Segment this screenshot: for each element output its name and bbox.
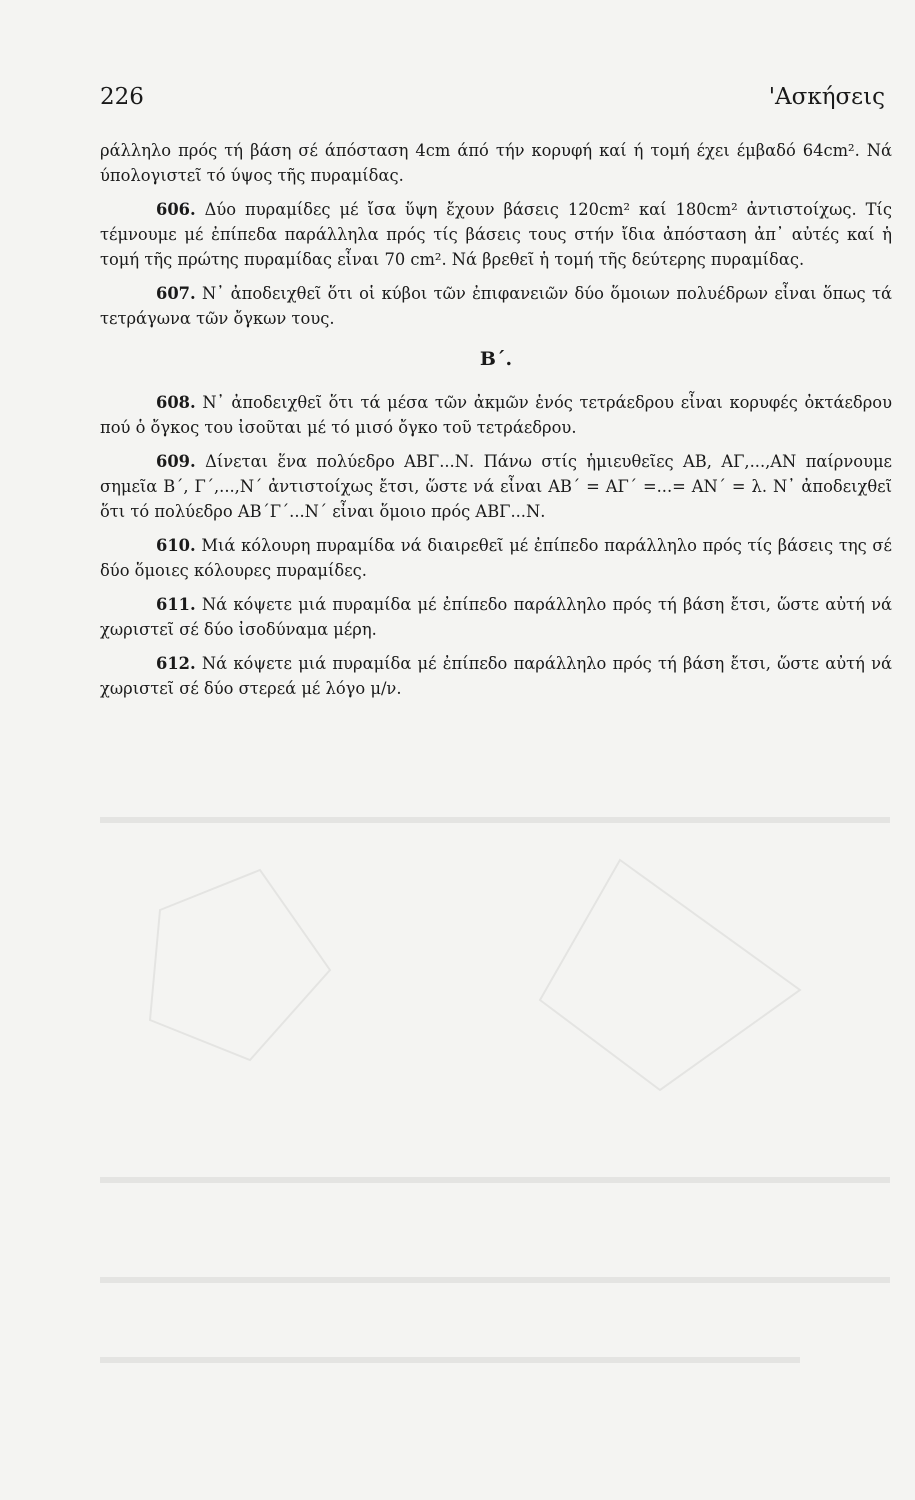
- page-header: [100, 84, 885, 110]
- exercise-606: [100, 197, 892, 272]
- continuation-paragraph: ράλληλο πρός τή βάση σέ άπόσταση 4cm άπό τήν κορυφή καί ή τομή έχει έμβαδό 64cm². Νά ύπολογιστεῖ τό ύψος τῆς πυραμίδας.: [100, 141, 892, 185]
- exercise-611: [100, 592, 892, 642]
- page-body: [100, 138, 892, 710]
- page-number: 226: [100, 84, 144, 110]
- exercise-text: Ν᾿ ἀποδειχθεῖ ὅτι τά μέσα τῶν ἀκμῶν ἑνός τετράεδρου εἶναι κορυφές ὀκτάεδρου πού ὁ ὄγκος του ἰσοῦται μέ τό μισό ὄγκο τοῦ τετράεδρου.: [100, 393, 892, 437]
- exercise-607: [100, 281, 892, 331]
- exercise-number: 612.: [156, 654, 196, 673]
- exercise-number: 606.: [156, 200, 196, 219]
- exercise-text: Νά κόψετε μιά πυραμίδα μέ ἐπίπεδο παράλληλο πρός τή βάση ἔτσι, ὥστε αὐτή νά χωριστεῖ σέ δύο ἰσοδύναμα μέρη.: [100, 595, 892, 639]
- running-title: 'Ασκήσεις: [768, 84, 885, 110]
- exercise-text: Δύο πυραμίδες μέ ἴσα ὕψη ἔχουν βάσεις 120cm² καί 180cm² ἀντιστοίχως. Τίς τέμνουμε μέ ἐπίπεδα παράλληλα πρός τίς βάσεις τους στήν ἴδια ἀπόσταση ἀπ᾿ αὐτές καί ἡ τομή τῆς πρώτης πυραμίδας εἶναι 70 cm². Νά βρεθεῖ ἡ τομή τῆς δεύτερης πυραμίδας.: [100, 200, 892, 269]
- exercise-number: 609.: [156, 452, 196, 471]
- exercise-text: Ν᾿ ἀποδειχθεῖ ὅτι οἱ κύβοι τῶν ἐπιφανειῶν δύο ὅμοιων πολυέδρων εἶναι ὅπως τά τετράγωνα τῶν ὄγκων τους.: [100, 284, 892, 328]
- bleed-through-shadow: [100, 760, 890, 1460]
- exercise-610: [100, 533, 892, 583]
- exercise-number: 607.: [156, 284, 196, 303]
- exercise-612: [100, 651, 892, 701]
- section-heading: Β΄.: [479, 348, 513, 370]
- exercise-text: Νά κόψετε μιά πυραμίδα μέ ἐπίπεδο παράλληλο πρός τή βάση ἔτσι, ὥστε αὐτή νά χωριστεῖ σέ δύο στερεά μέ λόγο μ/ν.: [100, 654, 892, 698]
- exercise-608: [100, 390, 892, 440]
- exercise-text: Μιά κόλουρη πυραμίδα νά διαιρεθεῖ μέ ἐπίπεδο παράλληλο πρός τίς βάσεις της σέ δύο ὅμοιες κόλουρες πυραμίδες.: [100, 536, 892, 580]
- exercise-number: 610.: [156, 536, 196, 555]
- exercise-number: 608.: [156, 393, 196, 412]
- exercise-number: 611.: [156, 595, 196, 614]
- exercise-text: Δίνεται ἕνα πολύεδρο ΑΒΓ...Ν. Πάνω στίς ἡμιευθεῖες ΑΒ, ΑΓ,...,ΑΝ παίρνουμε σημεῖα Β΄, Γ΄,...,Ν΄ ἀντιστοίχως ἔτσι, ὥστε νά εἶναι ΑΒ΄ = ΑΓ΄ =...= ΑΝ΄ = λ. Ν᾿ ἀποδειχθεῖ ὅτι τό πολύεδρο ΑΒ΄Γ΄...Ν΄ εἶναι ὅμοιο πρός ΑΒΓ...Ν.: [100, 452, 892, 521]
- exercise-609: [100, 449, 892, 524]
